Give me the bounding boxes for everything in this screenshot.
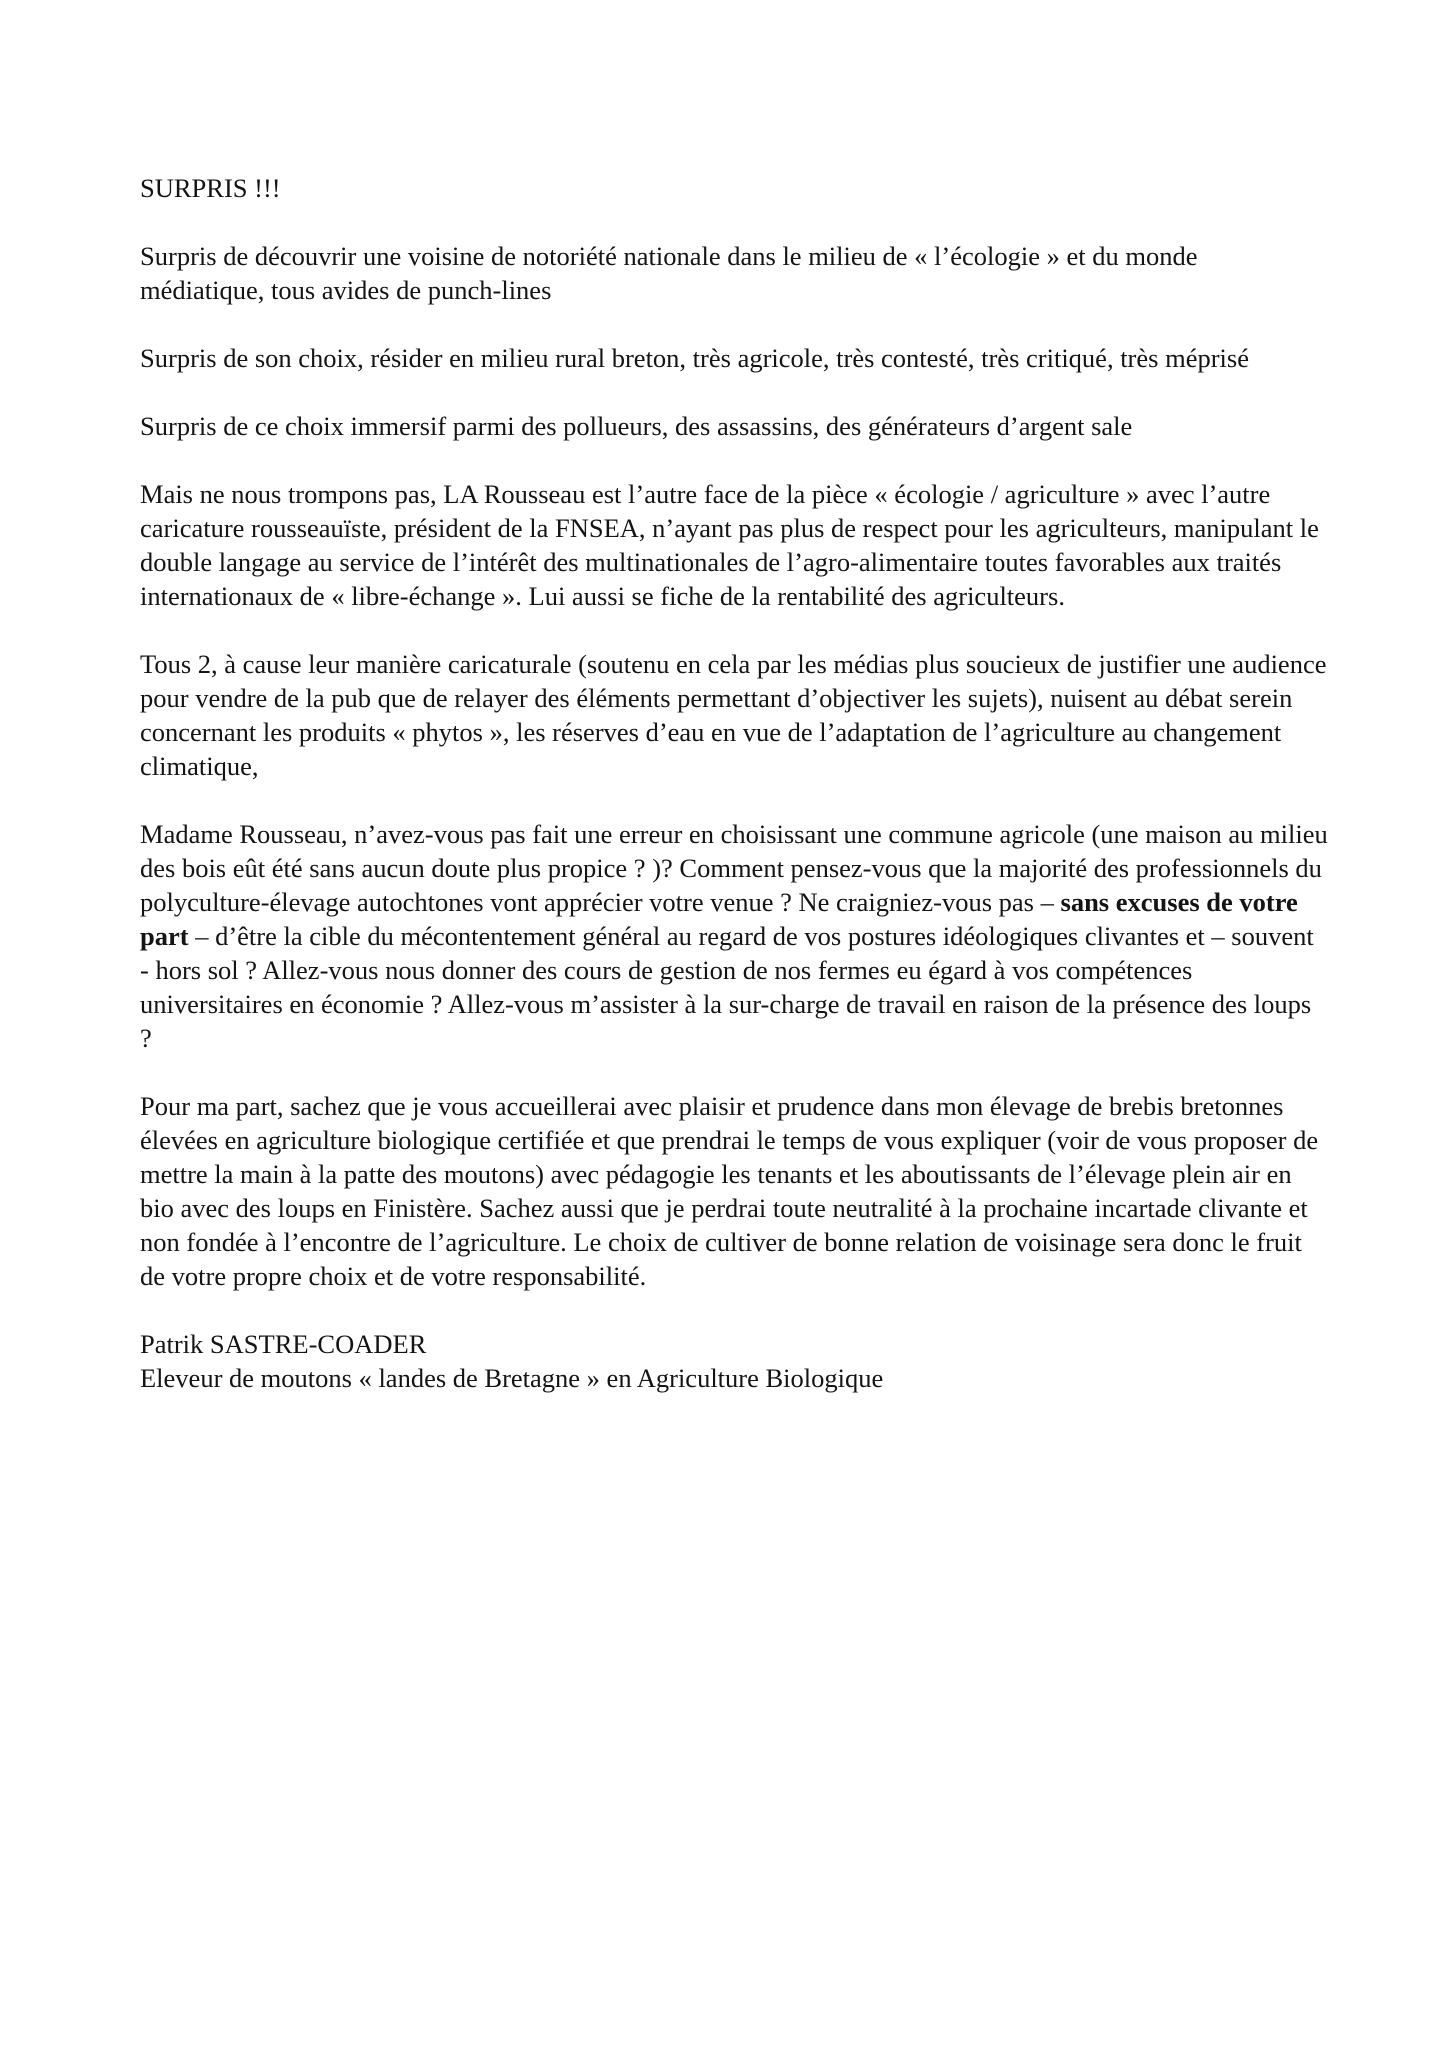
paragraph-immersive-choice: Surpris de ce choix immersif parmi des pollueurs, des assassins, des générateurs d’argent sale <box>140 411 1133 441</box>
emphasized-phrase: sans excuses de votre part <box>140 887 1298 951</box>
paragraph-questions <box>140 817 1328 1055</box>
paragraph-discovery: Surpris de découvrir une voisine de notoriété nationale dans le milieu de « l’écologie » et du monde médiatique, tous avides de punch-lines <box>140 241 1198 305</box>
document-title: SURPRIS !!! <box>140 173 281 203</box>
signature-role: Eleveur de moutons « landes de Bretagne » en Agriculture Biologique <box>140 1363 884 1393</box>
paragraph-two-faces: Mais ne nous trompons pas, LA Rousseau est l’autre face de la pièce « écologie / agriculture » avec l’autre caricature rousseauïste, président de la FNSEA, n’ayant pas plus de respect pour les agriculteurs, manipulant le double langage au service de l’intérêt des multinationales de l’agro-alimentaire toutes favorables aux traités internationaux de « libre-échange ». Lui aussi se fiche de la rentabilité des agriculteurs. <box>140 479 1319 611</box>
paragraph-invitation: Pour ma part, sachez que je vous accueillerai avec plaisir et prudence dans mon élevage de brebis bretonnes élevées en agriculture biologique certifiée et que prendrai le temps de vous expliquer (voir de vous proposer de mettre la main à la patte des moutons) avec pédagogie les tenants et les aboutissants de l’élevage plein air en bio avec des loups en Finistère. Sachez aussi que je perdrai toute neutralité à la prochaine incartade clivante et non fondée à l’encontre de l’agriculture. Le choix de cultiver de bonne relation de voisinage sera donc le fruit de votre propre choix et de votre responsabilité. <box>140 1091 1319 1291</box>
questions-text-start: Madame Rousseau, n’avez-vous pas fait une erreur en choisissant une commune agricole (une maison au milieu des bois eût été sans aucun doute plus propice ? )? Comment pensez-vous que la majorité des professionnels du polyculture-élevage autochtones vont apprécier votre venue ? Ne craigniez-vous pas – <box>140 819 1328 917</box>
paragraph-choice: Surpris de son choix, résider en milieu rural breton, très agricole, très contesté, très critiqué, très méprisé <box>140 343 1249 373</box>
paragraph-debate: Tous 2, à cause leur manière caricaturale (soutenu en cela par les médias plus soucieux de justifier une audience pour vendre de la pub que de relayer des éléments permettant d’objectiver les sujets), nuisent au débat serein concernant les produits « phytos », les réserves d’eau en vue de l’adaptation de l’agriculture au changement climatique, <box>140 649 1327 781</box>
document-page <box>140 171 1328 1395</box>
signature-name: Patrik SASTRE-COADER <box>140 1329 427 1359</box>
questions-text-end: – d’être la cible du mécontentement général au regard de vos postures idéologiques clivantes et – souvent - hors sol ? Allez-vous nous donner des cours de gestion de nos fermes eu égard à vos compétences universitaires en économie ? Allez-vous m’assister à la sur-charge de travail en raison de la présence des loups ? <box>140 921 1314 1053</box>
